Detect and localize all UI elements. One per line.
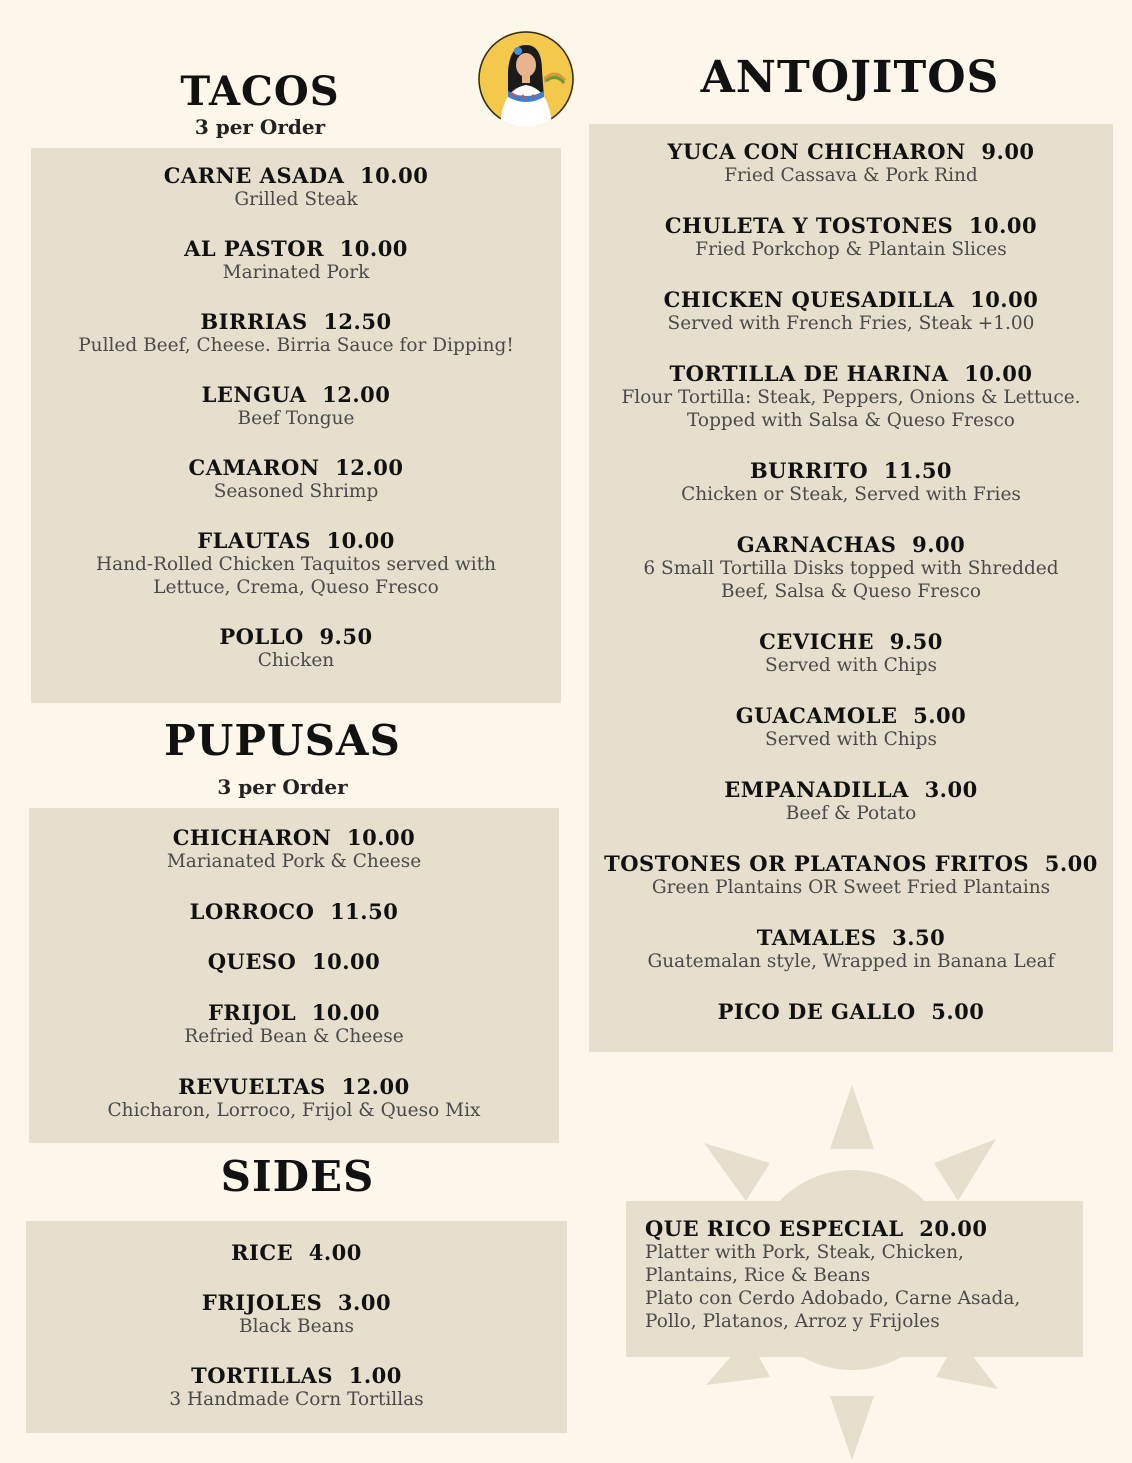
- menu-item: [31, 310, 561, 357]
- item-price: 10.00: [311, 1000, 381, 1025]
- item-description: Beef & Potato: [785, 803, 917, 824]
- item-price: 9.50: [319, 624, 373, 649]
- item-name: BIRRIAS: [200, 309, 308, 334]
- menu-item: [589, 1000, 1113, 1024]
- menu-item: [589, 630, 1113, 677]
- item-description: Green Plantains OR Sweet Fried Plantains: [651, 877, 1051, 898]
- menu-item: [589, 704, 1113, 751]
- menu-item: [589, 214, 1113, 261]
- item-price: 10.00: [970, 287, 1039, 312]
- woman-with-taco-icon: [478, 31, 574, 127]
- item-name: GARNACHAS: [736, 532, 897, 557]
- pupusas-subtitle: 3 per Order: [217, 775, 348, 799]
- item-description: Beef Tongue: [237, 408, 355, 429]
- menu-item: [26, 1241, 567, 1265]
- special-name: QUE RICO ESPECIAL: [645, 1216, 904, 1241]
- sides-panel: [26, 1221, 567, 1433]
- item-description: Served with French Fries, Steak +1.00: [667, 313, 1035, 334]
- menu-item: [26, 1364, 567, 1411]
- item-description: Chicharon, Lorroco, Frijol & Queso Mix: [107, 1100, 481, 1121]
- item-description: Pulled Beef, Cheese. Birria Sauce for Dipping!: [78, 335, 514, 356]
- menu-item: [29, 1001, 559, 1048]
- item-description: 3 Handmade Corn Tortillas: [169, 1389, 424, 1410]
- item-name: CEVICHE: [759, 629, 875, 654]
- pupusas-panel: [29, 808, 559, 1143]
- item-name: RICE: [231, 1240, 294, 1265]
- menu-item: [589, 852, 1113, 899]
- special-panel: [626, 1201, 1083, 1357]
- menu-item: [31, 383, 561, 430]
- item-name: AL PASTOR: [184, 236, 325, 261]
- tacos-panel: [31, 148, 561, 703]
- item-name: QUESO: [207, 949, 297, 974]
- item-name: TOSTONES OR PLATANOS FRITOS: [604, 851, 1030, 876]
- menu-item: [589, 533, 1113, 603]
- item-price: 4.00: [308, 1240, 362, 1265]
- item-description: Fried Cassava & Pork Rind: [724, 165, 978, 186]
- item-name: CAMARON: [188, 455, 320, 480]
- item-price: 11.50: [330, 899, 399, 924]
- item-price: 3.50: [892, 925, 946, 950]
- item-name: FRIJOLES: [201, 1290, 323, 1315]
- item-name: TAMALES: [756, 925, 877, 950]
- item-price: 9.00: [981, 139, 1035, 164]
- item-name: BURRITO: [749, 458, 869, 483]
- tacos-title: TACOS: [180, 68, 340, 115]
- menu-item: [29, 1075, 559, 1122]
- menu-item: [589, 778, 1113, 825]
- item-description: Guatemalan style, Wrapped in Banana Leaf: [647, 951, 1055, 972]
- special-description: Platter with Pork, Steak, Chicken, Plantains, Rice & Beans Plato con Cerdo Adobado, Carne Asada, Pollo, Platanos, Arroz y Frijoles: [645, 1242, 1021, 1332]
- menu-item: [31, 529, 561, 599]
- item-description: Served with Chips: [765, 655, 937, 676]
- menu-item: [29, 826, 559, 873]
- item-description: Seasoned Shrimp: [213, 481, 379, 502]
- antojitos-title: ANTOJITOS: [700, 52, 1000, 103]
- item-price: 10.00: [311, 949, 381, 974]
- item-description: Marianated Pork & Cheese: [166, 851, 422, 872]
- item-description: Flour Tortilla: Steak, Peppers, Onions & Lettuce. Topped with Salsa & Queso Fresco: [621, 387, 1081, 431]
- item-price: 5.00: [913, 703, 967, 728]
- item-price: 10.00: [964, 361, 1033, 386]
- menu-item: [589, 288, 1113, 335]
- item-description: Hand-Rolled Chicken Taquitos served with Lettuce, Crema, Queso Fresco: [95, 554, 497, 598]
- item-description: Marinated Pork: [222, 262, 370, 283]
- item-price: 3.00: [924, 777, 978, 802]
- item-description: Fried Porkchop & Plantain Slices: [695, 239, 1007, 260]
- item-name: REVUELTAS: [178, 1074, 326, 1099]
- item-name: GUACAMOLE: [735, 703, 898, 728]
- item-price: 12.00: [322, 382, 391, 407]
- item-name: CHICHARON: [172, 825, 332, 850]
- item-price: 11.50: [883, 458, 953, 483]
- item-price: 1.00: [348, 1363, 402, 1388]
- item-price: 10.00: [360, 163, 429, 188]
- item-price: 5.00: [1044, 851, 1098, 876]
- menu-item: [31, 164, 561, 211]
- menu-item: [31, 237, 561, 284]
- item-price: 12.00: [335, 455, 404, 480]
- item-description: Chicken: [257, 650, 335, 671]
- item-name: LENGUA: [201, 382, 307, 407]
- antojitos-panel: [589, 124, 1113, 1052]
- item-price: 9.50: [889, 629, 943, 654]
- sides-title: SIDES: [220, 1152, 375, 1201]
- menu-item: [29, 950, 559, 974]
- item-name: LORROCO: [189, 899, 315, 924]
- menu-item: [589, 459, 1113, 506]
- item-name: TORTILLA DE HARINA: [669, 361, 949, 386]
- item-price: 10.00: [968, 213, 1038, 238]
- item-price: 12.00: [341, 1074, 410, 1099]
- item-name: PICO DE GALLO: [717, 999, 916, 1024]
- menu-item: [589, 140, 1113, 187]
- item-price: 10.00: [339, 236, 408, 261]
- item-description: Black Beans: [239, 1316, 354, 1337]
- item-price: 3.00: [337, 1290, 392, 1315]
- item-description: Grilled Steak: [234, 189, 358, 210]
- item-description: Refried Bean & Cheese: [184, 1026, 404, 1047]
- item-name: FRIJOL: [207, 1000, 297, 1025]
- menu-item: [29, 900, 559, 924]
- menu-item: [26, 1291, 567, 1338]
- item-name: CARNE ASADA: [163, 163, 345, 188]
- item-name: CHICKEN QUESADILLA: [663, 287, 955, 312]
- item-name: EMPANADILLA: [724, 777, 909, 802]
- special-price: 20.00: [919, 1216, 988, 1241]
- item-description: Served with Chips: [765, 729, 937, 750]
- menu-item: [589, 362, 1113, 432]
- item-name: TORTILLAS: [191, 1363, 334, 1388]
- item-description: 6 Small Tortilla Disks topped with Shredded Beef, Salsa & Queso Fresco: [643, 558, 1059, 602]
- item-price: 9.00: [912, 532, 966, 557]
- avatar: [478, 31, 574, 127]
- item-name: POLLO: [219, 624, 304, 649]
- item-price: 5.00: [931, 999, 985, 1024]
- item-price: 12.50: [323, 309, 392, 334]
- menu-item: [589, 926, 1113, 973]
- menu-item: [31, 456, 561, 503]
- menu-item: [31, 625, 561, 672]
- pupusas-title: PUPUSAS: [164, 716, 401, 765]
- item-description: Chicken or Steak, Served with Fries: [681, 484, 1021, 505]
- tacos-subtitle: 3 per Order: [194, 115, 326, 139]
- item-name: CHULETA Y TOSTONES: [664, 213, 954, 238]
- item-price: 10.00: [326, 528, 395, 553]
- item-name: FLAUTAS: [197, 528, 311, 553]
- item-name: YUCA CON CHICHARON: [667, 139, 966, 164]
- item-price: 10.00: [347, 825, 416, 850]
